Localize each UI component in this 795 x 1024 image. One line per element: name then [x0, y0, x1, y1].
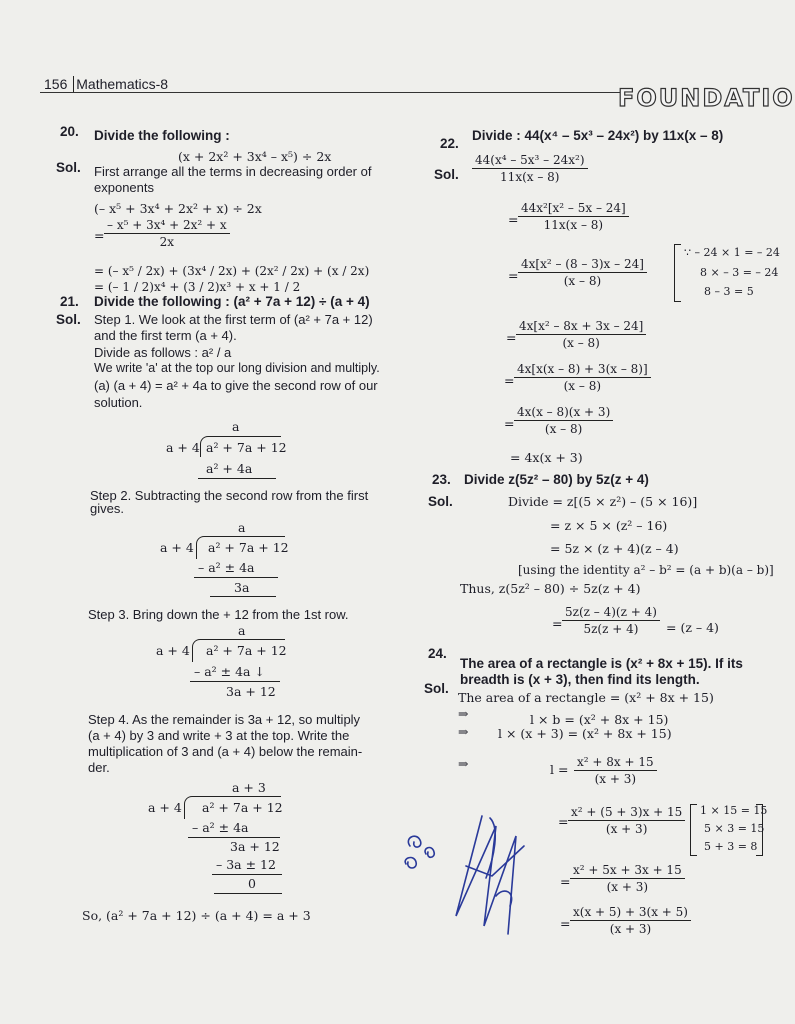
- q24-note2: 5 × 3 = 15: [704, 822, 765, 835]
- div3-rule: [190, 681, 280, 682]
- page-header: [44, 76, 168, 92]
- q24-note3: 5 + 3 = 8: [704, 840, 758, 853]
- q21-step1-c: Divide as follows : a² / a: [94, 345, 232, 360]
- q20-number: 20.: [60, 124, 79, 139]
- q20-line3: (– x⁵ + 3x⁴ + 2x² + x) ÷ 2x: [94, 201, 262, 216]
- q23-question: Divide z(5z² – 80) by 5z(z + 4): [464, 472, 649, 487]
- q21-final: So, (a² + 7a + 12) ÷ (a + 4) = a + 3: [82, 908, 311, 923]
- q22-result: = 4x(x + 3): [510, 450, 583, 465]
- q22-note1: ∵ – 24 × 1 = – 24: [684, 246, 780, 259]
- q20-line5: = (– 1 / 2)x⁴ + (3 / 2)x³ + x + 1 / 2: [94, 280, 301, 294]
- q22-frac3: [518, 256, 647, 289]
- q21-step4-b: (a + 4) by 3 and write + 3 at the top. Write the: [88, 728, 350, 743]
- q23-frac: [562, 604, 660, 637]
- q21-step1-b: and the first term (a + 4).: [94, 328, 237, 343]
- q24-implies3: ⇒: [458, 756, 469, 771]
- q22-frac4: [516, 318, 646, 351]
- q22-eq1: =: [508, 212, 519, 227]
- q23-frac-den: 5z(z + 4): [583, 622, 639, 636]
- header-rule: [40, 92, 620, 93]
- q22-frac6-num: 4x(x – 8)(x + 3): [514, 404, 613, 421]
- q22-note3: 8 – 3 = 5: [704, 285, 754, 298]
- q24-line3: l × (x + 3) = (x² + 8x + 15): [498, 726, 672, 741]
- q24-frac4-den: (x + 3): [609, 922, 652, 936]
- book-title: Mathematics-8: [76, 76, 169, 92]
- q20-line4: = (– x⁵ / 2x) + (3x⁴ / 2x) + (2x² / 2x) + (x / 2x): [94, 264, 370, 278]
- q21-step1-e: (a) (a + 4) = a² + 4a to give the second row of our: [94, 378, 378, 393]
- q24-line2: l × b = (x² + 8x + 15): [530, 712, 669, 727]
- q23-eq: =: [552, 616, 563, 631]
- div2-row1: – a² ± 4a: [198, 560, 255, 575]
- q24-frac3-num: x² + 5x + 3x + 15: [570, 862, 685, 879]
- q24-question-line2: breadth is (x + 3), then find its length.: [460, 672, 700, 687]
- q24-line1: The area of a rectangle = (x² + 8x + 15): [458, 690, 714, 705]
- q22-frac5-den: (x – 8): [563, 379, 602, 393]
- q21-question: Divide the following : (a² + 7a + 12) ÷ (a + 4): [94, 294, 370, 309]
- q21-step1-d: We write 'a' at the top our long division and multiply.: [94, 361, 380, 375]
- div3-dividend: a² + 7a + 12: [206, 643, 287, 658]
- div1-rule: [198, 478, 276, 479]
- q24-implies2: ⇒: [458, 724, 469, 739]
- q24-eq2: =: [560, 874, 571, 889]
- q20-fraction: [104, 217, 230, 250]
- q20-line1: First arrange all the terms in decreasing order of: [94, 164, 372, 179]
- q22-number: 22.: [440, 136, 459, 151]
- q24-frac4-num: x(x + 5) + 3(x + 5): [570, 904, 691, 921]
- q23-line3: = 5z × (z + 4)(z – 4): [550, 541, 679, 556]
- q21-step4-a: Step 4. As the remainder is 3a + 12, so multiply: [88, 712, 361, 727]
- q22-frac4-num: 4x[x² – 8x + 3x – 24]: [516, 318, 646, 335]
- div1-row1: a² + 4a: [206, 461, 253, 476]
- q24-frac1-den: (x + 3): [594, 772, 637, 786]
- div2-row2: 3a: [234, 580, 250, 595]
- q22-frac2-num: 44x²[x² – 5x – 24]: [518, 200, 629, 217]
- q24-frac1-num: x² + 8x + 15: [574, 754, 657, 771]
- q24-eq3: =: [560, 916, 571, 931]
- div3-row1: – a² ± 4a ↓: [194, 664, 265, 679]
- q22-eq4: =: [504, 373, 515, 388]
- brand-logo: FOUNDATIO: [618, 84, 795, 112]
- q24-note-bracket-left: [690, 804, 697, 856]
- q23-line4: [using the identity a² – b² = (a + b)(a – b)]: [518, 563, 774, 577]
- div4-row4: 0: [248, 876, 256, 891]
- q24-frac2-num: x² + (5 + 3)x + 15: [568, 804, 685, 821]
- div4-row1: – a² ± 4a: [192, 820, 249, 835]
- q22-frac1: [472, 152, 588, 185]
- q22-frac6: [514, 404, 613, 437]
- q20-sol-label: Sol.: [56, 160, 81, 175]
- q23-result: = (z – 4): [666, 620, 719, 635]
- q24-frac3: [570, 862, 685, 895]
- div4-quotient: a + 3: [232, 780, 266, 795]
- q22-eq5: =: [504, 416, 515, 431]
- div2-rule: [194, 577, 278, 578]
- q22-frac4-den: (x – 8): [562, 336, 600, 350]
- q24-eq1: =: [558, 814, 569, 829]
- div4-dividend: a² + 7a + 12: [202, 800, 283, 815]
- q24-sol-label: Sol.: [424, 681, 449, 696]
- div1-quotient: a: [232, 419, 240, 434]
- q22-frac1-den: 11x(x – 8): [500, 170, 560, 184]
- q21-sol-label: Sol.: [56, 312, 81, 327]
- q23-sol-label: Sol.: [428, 494, 453, 509]
- div1-divisor: a + 4: [166, 440, 200, 455]
- q21-step1-a: Step 1. We look at the first term of (a² + 7a + 12): [94, 312, 373, 327]
- q20-fraction-den: 2x: [159, 235, 175, 249]
- q24-question-line1: The area of a rectangle is (x² + 8x + 15). If its: [460, 656, 743, 671]
- div4-row3: – 3a ± 12: [216, 857, 276, 872]
- q23-line1: Divide = z[(5 × z²) – (5 × 16)]: [508, 494, 698, 509]
- div2-divisor: a + 4: [160, 540, 194, 555]
- div1-dividend: a² + 7a + 12: [206, 440, 287, 455]
- div4-rule3: [214, 893, 282, 894]
- q22-frac3-num: 4x[x² – (8 – 3)x – 24]: [518, 256, 647, 273]
- q24-frac4: [570, 904, 691, 937]
- q20-eq: =: [94, 228, 105, 243]
- q23-number: 23.: [432, 472, 451, 487]
- div4-divisor: a + 4: [148, 800, 182, 815]
- q22-note2: 8 × – 3 = – 24: [700, 266, 779, 279]
- div4-row2: 3a + 12: [230, 839, 280, 854]
- page-number: 156: [44, 76, 68, 92]
- div3-divisor: a + 4: [156, 643, 190, 658]
- q24-line4: l =: [550, 762, 569, 777]
- q21-number: 21.: [60, 294, 79, 309]
- div2-quotient: a: [238, 520, 246, 535]
- q21-step3: Step 3. Bring down the + 12 from the 1st row.: [88, 607, 349, 622]
- q22-frac5-num: 4x[x(x – 8) + 3(x – 8)]: [514, 361, 651, 378]
- q22-eq3: =: [506, 330, 517, 345]
- q23-line2: = z × 5 × (z² – 16): [550, 518, 668, 533]
- q24-frac1: [574, 754, 657, 787]
- q21-step2-a: Step 2. Subtracting the second row from the first: [90, 488, 369, 503]
- q22-sol-label: Sol.: [434, 167, 459, 182]
- q23-frac-num: 5z(z – 4)(z + 4): [562, 604, 660, 621]
- q22-eq2: =: [508, 268, 519, 283]
- q24-note1: 1 × 15 = 15: [700, 804, 768, 817]
- q24-frac3-den: (x + 3): [606, 880, 649, 894]
- q24-frac2-den: (x + 3): [605, 822, 648, 836]
- q21-step4-c: multiplication of 3 and (a + 4) below the remain-: [88, 744, 363, 759]
- q22-frac3-den: (x – 8): [563, 274, 602, 288]
- handwritten-signature-scribble: [396, 806, 556, 946]
- q22-frac1-num: 44(x⁴ – 5x³ – 24x²): [472, 152, 588, 169]
- div2-dividend: a² + 7a + 12: [208, 540, 289, 555]
- q24-implies1: ⇒: [458, 706, 469, 721]
- q20-question: Divide the following :: [94, 128, 230, 143]
- q20-line2: exponents: [94, 180, 154, 195]
- q20-fraction-num: – x⁵ + 3x⁴ + 2x² + x: [104, 217, 230, 234]
- q22-question: Divide : 44(x⁴ – 5x³ – 24x²) by 11x(x – 8): [472, 128, 724, 143]
- div2-rule2: [210, 596, 276, 597]
- q24-frac2: [568, 804, 685, 837]
- q23-line5: Thus, z(5z² – 80) ÷ 5z(z + 4): [460, 581, 641, 596]
- q22-note-bracket: [674, 244, 681, 302]
- div4-rule1: [188, 837, 280, 838]
- div3-row2: 3a + 12: [226, 684, 276, 699]
- q22-frac2-den: 11x(x – 8): [543, 218, 604, 232]
- q22-frac5: [514, 361, 651, 394]
- div4-rule2: [212, 874, 282, 875]
- q22-frac2: [518, 200, 629, 233]
- q24-number: 24.: [428, 646, 447, 661]
- q21-step2-b: gives.: [90, 501, 124, 516]
- q21-step1-f: solution.: [94, 395, 143, 410]
- q21-step4-d: der.: [88, 760, 110, 775]
- q22-frac6-den: (x – 8): [544, 422, 583, 436]
- div3-quotient: a: [238, 623, 246, 638]
- q20-expression: (x + 2x² + 3x⁴ – x⁵) ÷ 2x: [178, 149, 332, 164]
